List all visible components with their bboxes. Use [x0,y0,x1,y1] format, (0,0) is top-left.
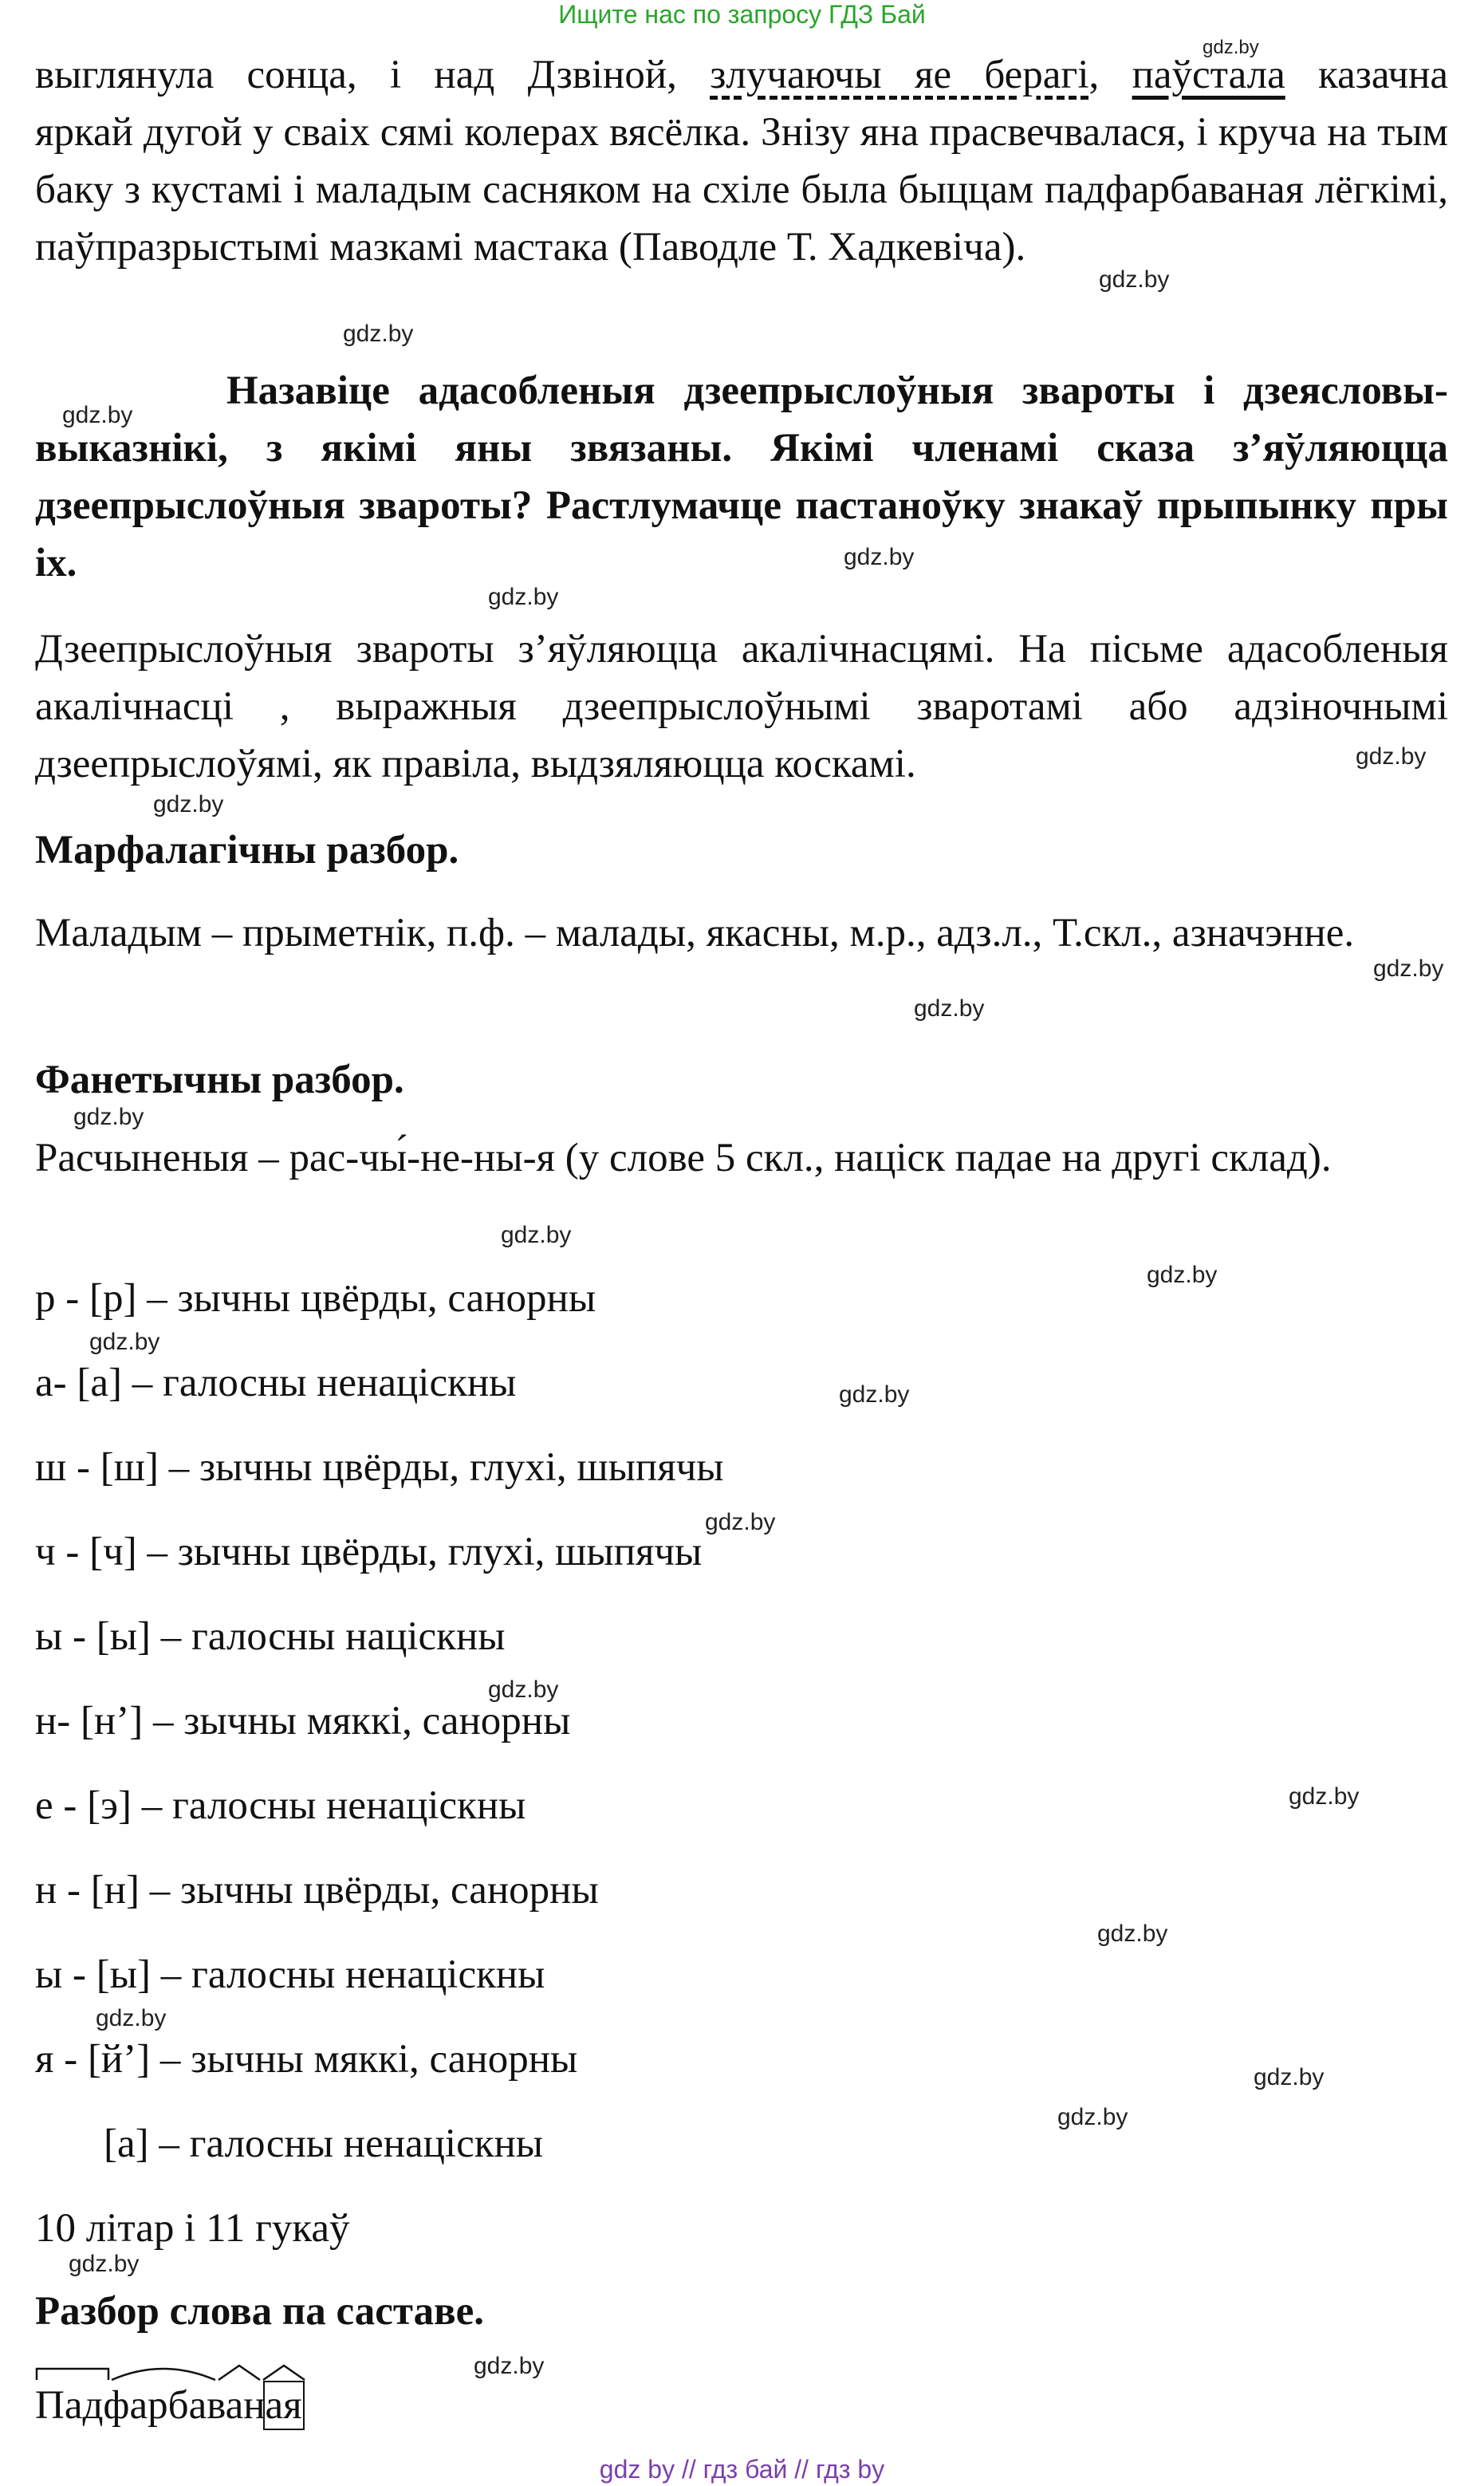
letter-sound-count: 10 літар і 11 гукаў [35,2206,350,2251]
watermark: gdz.by [474,2353,545,2379]
comma: , [1088,53,1100,97]
sound-row: ч - [ч] – зычны цвёрды, глухі, шыпячы [35,1530,703,1574]
ending-morpheme: ая [265,2383,302,2428]
watermark: gdz.by [89,1329,160,1355]
answer-paragraph: Дзеепрыслоўныя звароты з’яўляюцца акалічнасцямі. На пісьме адасобленыя акалічнасці , выражныя дзеепрыслоўнымі зваротамі або адзіночнымі дзеепрыслоўямі, як правіла, выдзяляюцца коскамі. [35,627,1448,786]
sound-row: н- [н’] – зычны мяккі, санорны [35,1699,571,1743]
watermark: gdz.by [69,2251,140,2277]
struct-heading: Разбор слова па саставе. [35,2289,484,2334]
watermark: gdz.by [1147,1262,1218,1288]
footer-links[interactable]: gdz by // гдз бай // гдз by [599,2455,885,2484]
sound-row: ы - [ы] – галосны націскны [35,1614,506,1659]
morph-heading: Марфалагічны разбор. [35,828,459,873]
sound-row: [а] – галосны ненаціскны [104,2122,544,2166]
suffix-morpheme: ан [225,2383,266,2428]
watermark: gdz.by [1097,1921,1168,1947]
watermark: gdz.by [73,1104,144,1130]
predicate-verb: паўстала [1132,53,1285,97]
task-paragraph: Назавіце адасобленыя дзеепрыслоўныя звароты і дзеясловы-выказнікі, з якімі яны звязаны. Якімі членамі сказа з’яўляюцца дзеепрыслоўныя звароты? Растлумачце пастаноўку знакаў прыпынку пры іх. [35,368,1448,585]
watermark: gdz.by [488,584,559,610]
phon-heading: Фанетычны разбор. [35,1058,404,1102]
root-morpheme: фарб [103,2383,189,2428]
watermark: gdz.by [1373,955,1444,982]
sound-row: е - [э] – галосны ненаціскны [35,1783,526,1828]
watermark: gdz.by [1289,1783,1360,1810]
sound-row: ш - [ш] – зычны цвёрды, глухі, шыпячы [35,1445,724,1490]
watermark: gdz.by [1356,743,1427,770]
watermark: gdz.by [62,402,133,428]
word-structure [35,2377,302,2434]
intro-paragraph: яркай дугой у сваіх сямі колерах вясёлка. Знізу яна прасвечвалася, і круча на тым баку з кустамі і маладым сасняком на схіле была быццам падфарбаваная лёгкімі, паўпразрыстымі мазкамі мастака (Паводле Т. Хадкевіча). [35,110,1448,270]
phon-intro: Расчыненыя – рас-чы́-не-ны-я (у слове 5 скл., націск падае на другі склад). [35,1136,1332,1180]
sound-row: а- [а] – галосны ненаціскны [35,1361,517,1405]
watermark: gdz.by [1203,37,1259,58]
prefix-morpheme: Пад [35,2383,104,2428]
sound-row: ы - [ы] – галосны ненаціскны [35,1952,545,1997]
suffix-morpheme: ав [188,2383,226,2428]
watermark: gdz.by [844,544,915,570]
watermark: gdz.by [343,321,414,347]
watermark: gdz.by [1254,2064,1325,2090]
intro-text: выглянула сонца, і над Дзвіной, [35,53,677,97]
watermark: gdz.by [914,995,985,1022]
watermark: gdz.by [839,1381,910,1408]
intro-text: казачна [1318,53,1449,97]
watermark: gdz.by [96,2005,167,2031]
participle-phrase: злучаючы яе берагі [710,53,1089,97]
morpheme-marks [35,2362,370,2410]
watermark: gdz.by [488,1676,559,1703]
sound-row: р - [р] – зычны цвёрды, санорны [35,1276,596,1321]
watermark: gdz.by [705,1509,776,1535]
morph-text: Маладым – прыметнік, п.ф. – малады, якасны, м.р., адз.л., Т.скл., азначэнне. [35,911,1355,955]
watermark: gdz.by [1057,2104,1128,2130]
watermark: gdz.by [153,791,224,818]
watermark: gdz.by [1099,266,1170,293]
watermark: gdz.by [501,1222,572,1248]
sound-row: я - [й’] – зычны мяккі, санорны [35,2037,578,2082]
sound-row: н - [н] – зычны цвёрды, санорны [35,1868,599,1913]
site-banner[interactable]: Ищите нас по запросу ГДЗ Бай [558,0,926,29]
